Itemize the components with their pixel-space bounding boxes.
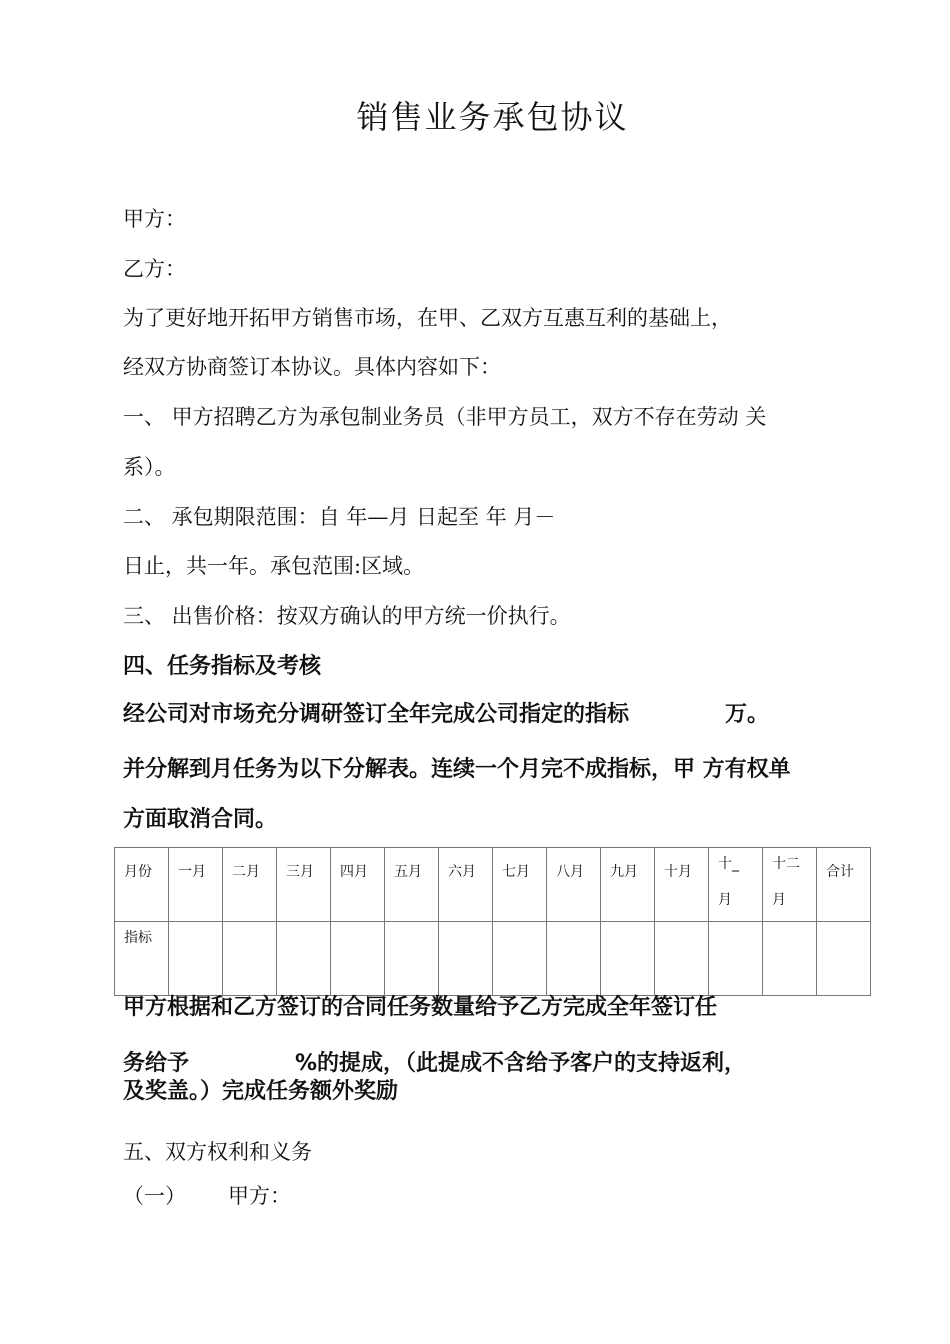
target-cell-dec (763, 922, 817, 996)
header-cell-month: 月份 (115, 848, 169, 922)
clause-2-line-1: 二、 承包期限范围：自 年—月 日起至 年 月－ (123, 505, 556, 529)
target-text: 经公司对市场充分调研签订全年完成公司指定的指标 (123, 702, 630, 727)
clause-5-subheading (123, 1180, 291, 1210)
clause-4-target-line (123, 697, 769, 728)
header-cell-jul: 七月 (493, 848, 547, 922)
target-unit: 万。 (725, 702, 770, 727)
header-cell-jan: 一月 (169, 848, 223, 922)
target-cell-jul (493, 922, 547, 996)
header-cell-total: 合计 (817, 848, 871, 922)
clause-3-line: 三、 出售价格：按双方确认的甲方统一价执行。 (123, 604, 571, 628)
target-cell-nov (709, 922, 763, 996)
target-cell-aug (547, 922, 601, 996)
clause-2-line-2: 日止，共一年。承包范围:区域。 (123, 554, 425, 578)
clause-4-line-2: 并分解到月任务为以下分解表。连续一个月完不成指标，甲 方有权单 (123, 757, 791, 782)
commission-rate-text: %的提成，（此提成不含给予客户的支持返利， (295, 1051, 747, 1076)
target-cell-jan (169, 922, 223, 996)
table-header-row (115, 848, 871, 922)
header-cell-feb: 二月 (223, 848, 277, 922)
target-cell-apr (331, 922, 385, 996)
document-title: 销售业务承包协议 (356, 98, 629, 136)
target-cell-sep (601, 922, 655, 996)
clause-4-heading: 四、任务指标及考核 (123, 654, 322, 679)
header-cell-sep: 九月 (601, 848, 655, 922)
target-cell-may (385, 922, 439, 996)
party-b-line: 乙方： (123, 257, 186, 281)
header-cell-aug: 八月 (547, 848, 601, 922)
monthly-target-table (114, 847, 871, 996)
header-cell-jun: 六月 (439, 848, 493, 922)
clause-1-line-1: 一、 甲方招聘乙方为承包制业务员（非甲方员工，双方不存在劳动 关 (123, 405, 767, 429)
header-cell-may: 五月 (385, 848, 439, 922)
target-cell-jun (439, 922, 493, 996)
target-cell-total (817, 922, 871, 996)
dec-line-1: 十二 (772, 856, 800, 872)
row-label-target: 指标 (115, 922, 169, 996)
header-cell-nov (709, 848, 763, 922)
commission-line-3: 及奖盖。）完成任务额外奖励 (123, 1079, 399, 1104)
header-cell-mar: 三月 (277, 848, 331, 922)
subclause-number: （一） (123, 1184, 186, 1208)
dec-line-2: 月 (772, 892, 786, 908)
clause-4-line-3: 方面取消合同。 (123, 807, 278, 832)
party-a-line: 甲方： (123, 207, 186, 231)
intro-line-1: 为了更好地开拓甲方销售市场，在甲、乙双方互惠互利的基础上， (123, 306, 732, 330)
nov-line-2: 月 (718, 892, 732, 908)
table-target-row (115, 922, 871, 996)
target-cell-feb (223, 922, 277, 996)
header-cell-dec (763, 848, 817, 922)
header-cell-oct: 十月 (655, 848, 709, 922)
header-cell-apr: 四月 (331, 848, 385, 922)
intro-line-2: 经双方协商签订本协议。具体内容如下： (123, 355, 501, 379)
commission-prefix: 务给予 (123, 1051, 190, 1076)
nov-line-1: 十_ (718, 856, 739, 872)
subclause-label: 甲方： (228, 1184, 291, 1208)
commission-line-1: 甲方根据和乙方签订的合同任务数量给予乙方完成全年签订任 (123, 995, 718, 1020)
clause-5-heading: 五、双方权利和义务 (123, 1140, 312, 1164)
target-cell-oct (655, 922, 709, 996)
commission-line-2 (123, 1046, 746, 1077)
clause-1-line-2: 系）。 (123, 455, 176, 479)
target-cell-mar (277, 922, 331, 996)
